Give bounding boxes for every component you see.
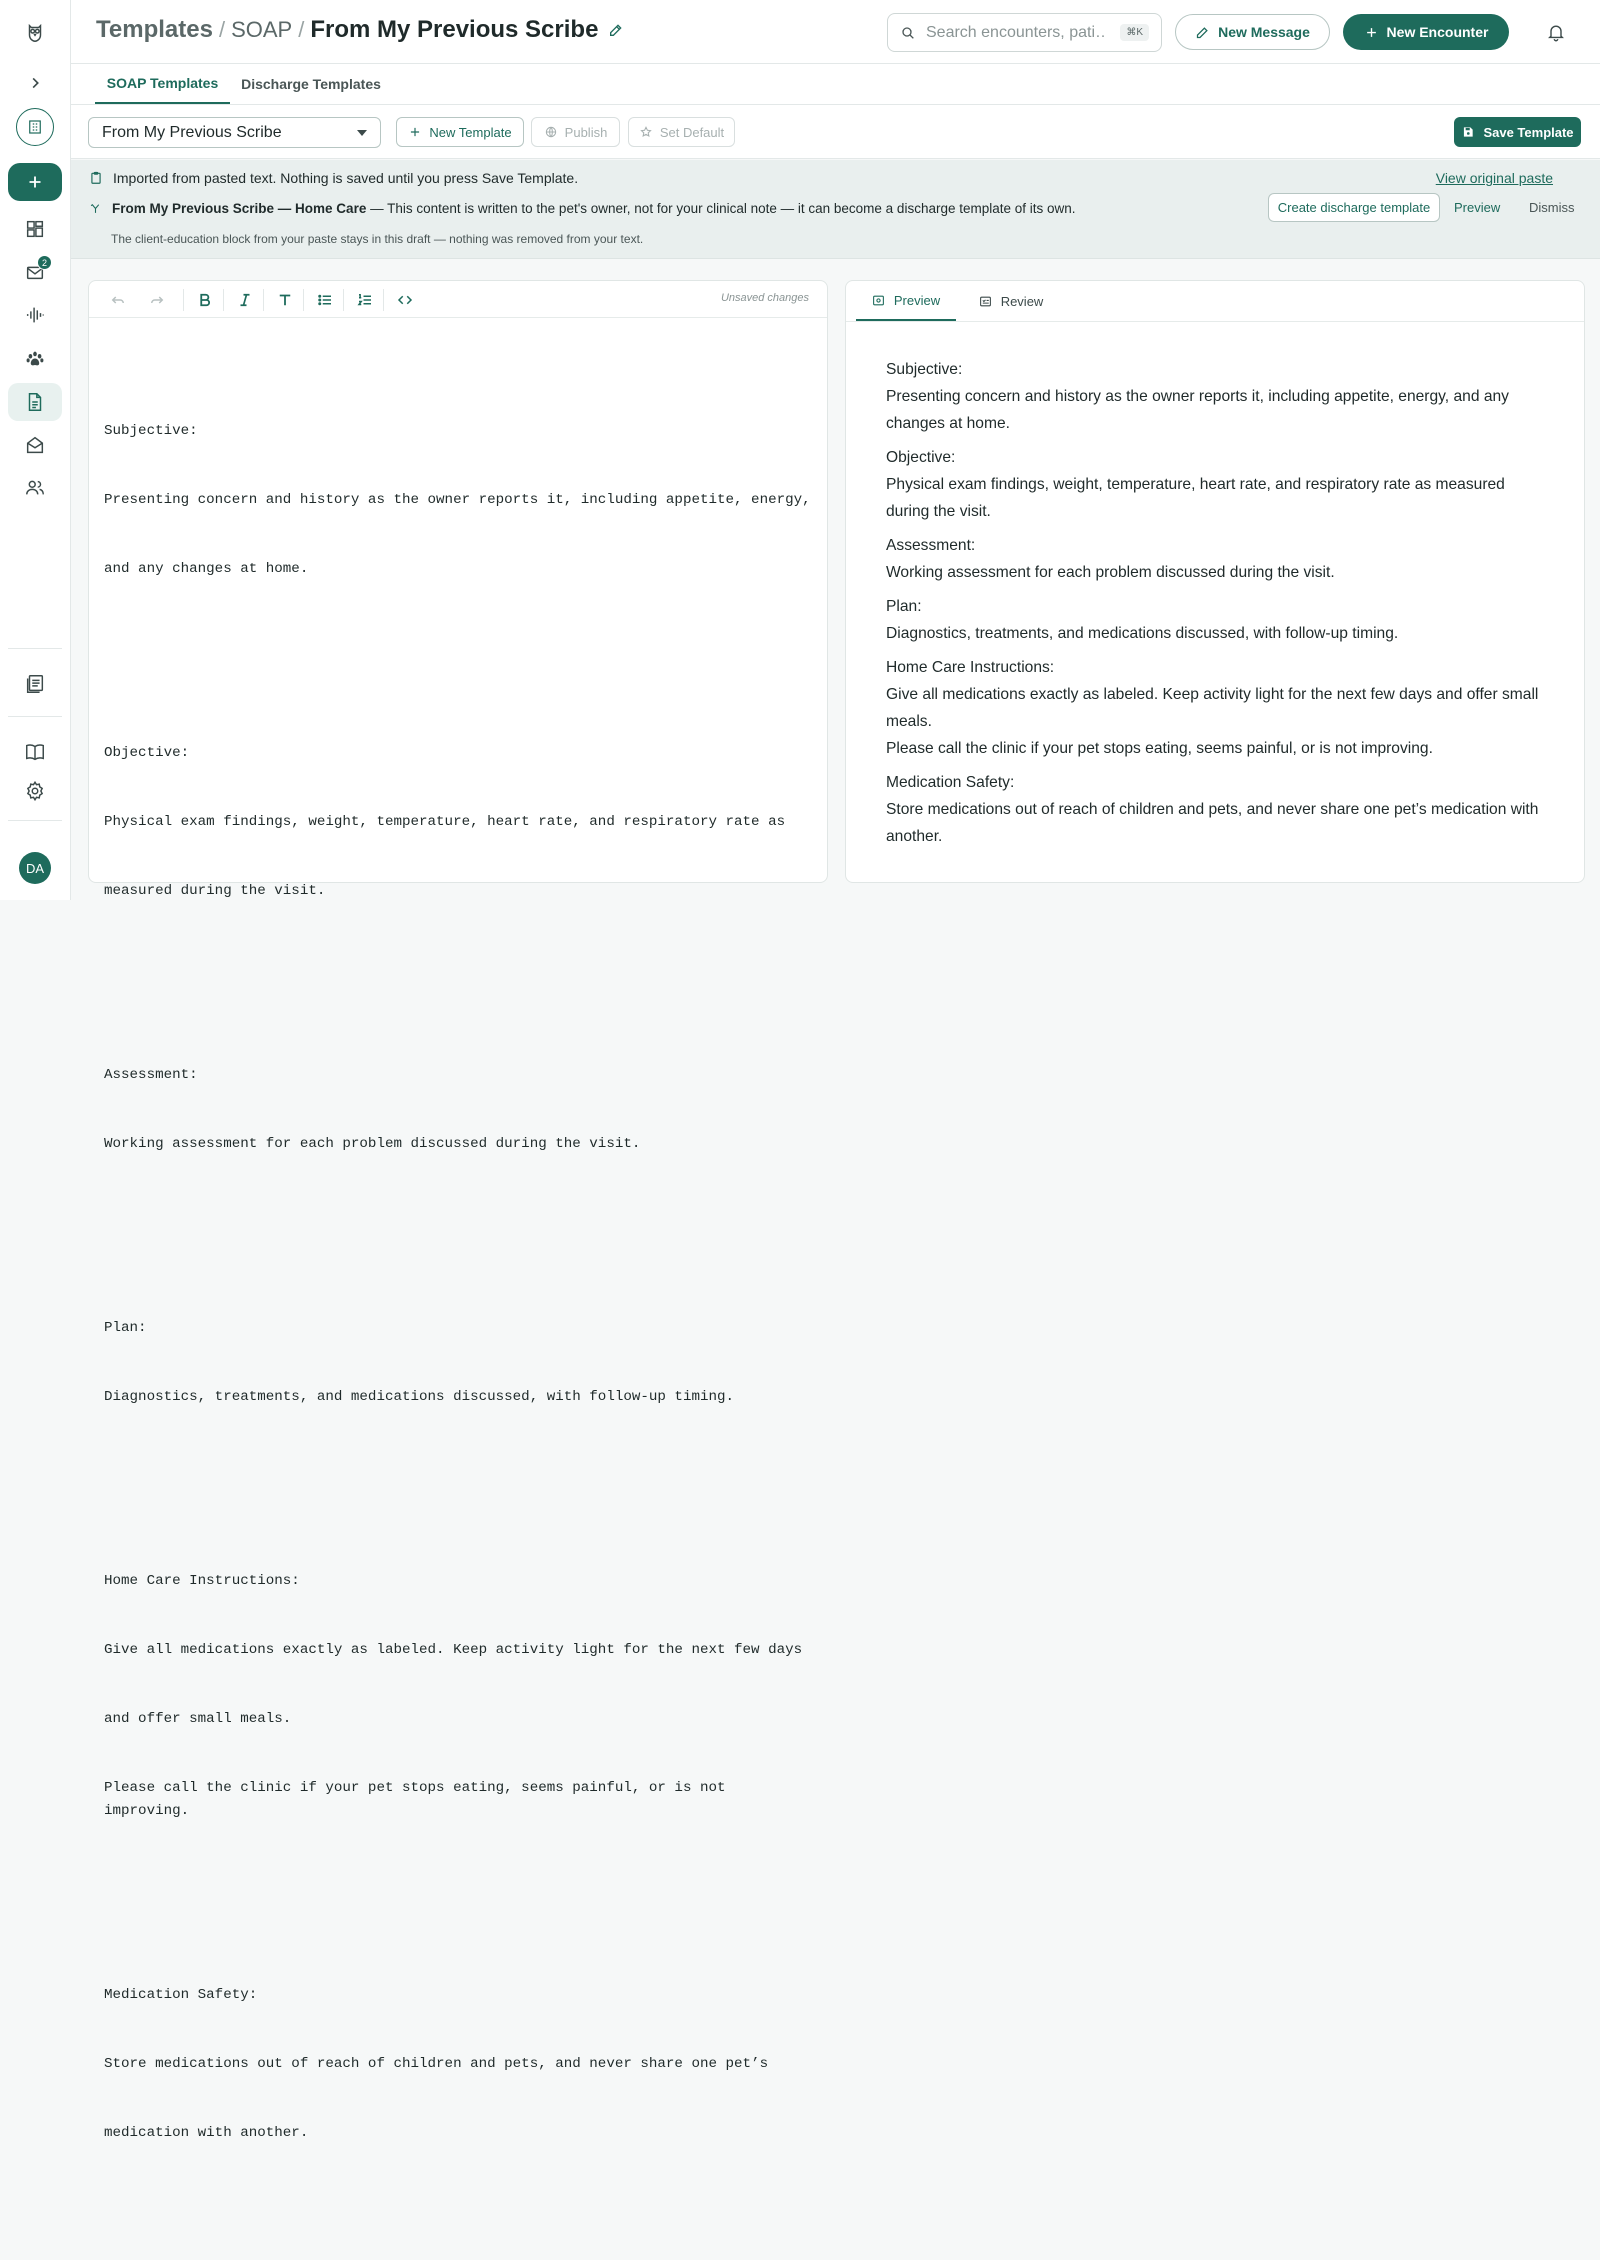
- new-encounter-button[interactable]: [1343, 14, 1509, 50]
- plus-icon: [408, 125, 422, 139]
- import-notice: [71, 160, 1600, 259]
- editor-line: Plan:: [104, 1320, 147, 1336]
- editor-line: measured during the visit.: [104, 883, 326, 899]
- breadcrumb-templates[interactable]: Templates: [96, 16, 213, 43]
- template-tabs: [71, 64, 1600, 105]
- template-toolbar: [71, 105, 1600, 159]
- import-notice-text: Imported from pasted text. Nothing is saved until you press Save Template.: [113, 170, 579, 186]
- editor-section-subjective: [104, 374, 813, 627]
- preview-heading: Home Care Instructions:: [886, 659, 1055, 676]
- preview-text: Physical exam findings, weight, temperature, heart rate, and respiratory rate as measured during the visit.: [886, 476, 1505, 520]
- breadcrumb: [96, 16, 624, 44]
- editor-line: Physical exam findings, weight, temperature, heart rate, and respiratory rate as: [104, 814, 786, 830]
- editor-toolbar: [89, 281, 827, 318]
- breadcrumb-soap[interactable]: SOAP: [231, 17, 293, 42]
- new-message-label: New Message: [1218, 24, 1310, 40]
- preview-text: Presenting concern and history as the owner reports it, including appetite, energy, and any changes at home.: [886, 388, 1509, 432]
- book-icon[interactable]: [8, 733, 62, 771]
- preview-section-plan: [886, 593, 1544, 647]
- publish-label: Publish: [564, 124, 608, 140]
- eye-icon: [872, 294, 885, 307]
- floppy-disk-icon: [1461, 125, 1475, 139]
- set-default-label: Set Default: [659, 124, 725, 140]
- editor-line: Assessment:: [104, 1067, 198, 1083]
- preview-content: [846, 322, 1584, 850]
- preview-section-objective: [886, 444, 1544, 525]
- editor-line: Working assessment for each problem discussed during the visit.: [104, 1136, 641, 1152]
- search-shortcut: ⌘K: [1120, 24, 1149, 41]
- editor-line: and any changes at home.: [104, 561, 309, 577]
- save-template-label: Save Template: [1483, 124, 1574, 140]
- tab-preview[interactable]: [856, 281, 956, 321]
- tab-preview-label: Preview: [893, 292, 941, 308]
- view-original-paste-link[interactable]: View original paste: [1435, 170, 1553, 186]
- sidebar: [0, 0, 71, 900]
- preview-heading: Medication Safety:: [886, 774, 1015, 791]
- checklist-icon: [979, 295, 992, 308]
- building-icon[interactable]: [16, 108, 54, 146]
- chevron-down-icon: [357, 130, 367, 136]
- toolbar-separator: [383, 289, 384, 311]
- editor-line: medication with another.: [104, 2125, 309, 2141]
- save-template-button[interactable]: [1454, 117, 1581, 147]
- bold-icon[interactable]: [194, 289, 216, 311]
- home-care-block-title: From My Previous Scribe — Home Care: [112, 201, 367, 216]
- paw-icon[interactable]: [8, 340, 62, 378]
- tab-review-label: Review: [1000, 293, 1044, 309]
- notice-footnote: The client-education block from your paste stays in this draft — nothing was removed from your text.: [111, 232, 644, 246]
- editor-line: Subjective:: [104, 423, 198, 439]
- editor-section-home-care: [104, 1524, 813, 1869]
- envelope-open-icon[interactable]: [8, 426, 62, 464]
- preview-panel: [845, 280, 1585, 883]
- preview-section-medication-safety: [886, 769, 1544, 850]
- template-editor: [88, 280, 828, 2141]
- new-template-button[interactable]: [396, 117, 524, 147]
- template-select[interactable]: [88, 117, 381, 148]
- toolbar-separator: [183, 289, 184, 311]
- unsaved-changes-status: Unsaved changes: [720, 292, 809, 304]
- editor-line: Diagnostics, treatments, and medications discussed, with follow-up timing.: [104, 1389, 735, 1405]
- search-icon: [900, 25, 916, 41]
- heading-icon[interactable]: [274, 289, 296, 311]
- editor-line: Objective:: [104, 745, 190, 761]
- set-default-button[interactable]: [628, 117, 735, 147]
- sidebar-divider: [8, 716, 62, 717]
- preview-heading: Subjective:: [886, 361, 963, 378]
- notice-dismiss-button[interactable]: Dismiss: [1529, 200, 1575, 215]
- tab-soap-templates[interactable]: SOAP Templates: [95, 64, 230, 104]
- tab-review[interactable]: [966, 281, 1056, 321]
- numbered-list-icon[interactable]: [354, 289, 376, 311]
- mail-icon[interactable]: [8, 253, 62, 291]
- preview-text: Diagnostics, treatments, and medications discussed, with follow-up timing.: [886, 625, 1399, 642]
- star-icon: [639, 125, 653, 139]
- pencil-icon[interactable]: [608, 22, 624, 38]
- waveform-icon[interactable]: [8, 296, 62, 334]
- owl-logo-icon[interactable]: [8, 14, 62, 52]
- sidebar-divider: [8, 820, 62, 821]
- italic-icon[interactable]: [234, 289, 256, 311]
- template-select-value: From My Previous Scribe: [102, 123, 282, 141]
- preview-text: Please call the clinic if your pet stops eating, seems painful, or is not improving.: [886, 740, 1433, 757]
- home-care-block-notice: [89, 201, 1076, 216]
- editor-line: Please call the clinic if your pet stops eating, seems painful, or is not improving.: [104, 1780, 735, 1819]
- code-icon[interactable]: [394, 289, 416, 311]
- gear-icon[interactable]: [8, 772, 62, 810]
- editor-line: Medication Safety:: [104, 1987, 258, 2003]
- search-box: [887, 13, 1162, 52]
- breadcrumb-separator: /: [218, 17, 226, 42]
- preview-section-home-care: [886, 654, 1544, 762]
- preview-heading: Assessment:: [886, 537, 976, 554]
- sidebar-divider: [8, 648, 62, 649]
- editor-line: Presenting concern and history as the owner reports it, including appetite, energy,: [104, 492, 811, 508]
- plus-icon[interactable]: [8, 163, 62, 201]
- editor-section-medication-safety: [104, 1938, 813, 2191]
- globe-icon: [544, 125, 558, 139]
- editor-section-objective: [104, 696, 813, 949]
- editor-section-assessment: [104, 1018, 813, 1202]
- users-icon[interactable]: [8, 469, 62, 507]
- editor-line: Give all medications exactly as labeled. Keep activity light for the next few days: [104, 1642, 803, 1658]
- document-icon[interactable]: [8, 383, 62, 421]
- preview-heading: Objective:: [886, 449, 956, 466]
- toolbar-separator: [223, 289, 224, 311]
- editor-section-plan: [104, 1271, 813, 1455]
- tab-discharge-templates[interactable]: Discharge Templates: [241, 76, 381, 92]
- preview-text: Give all medications exactly as labeled. Keep activity light for the next few days and offer small meals.: [886, 686, 1539, 730]
- avatar[interactable]: DA: [19, 852, 51, 884]
- preview-text: Store medications out of reach of children and pets, and never share one pet’s medication with another.: [886, 801, 1539, 845]
- publish-button[interactable]: [531, 117, 620, 147]
- notes-list-icon[interactable]: [8, 665, 62, 703]
- unread-badge: 2: [37, 255, 52, 270]
- editor-line: Store medications out of reach of children and pets, and never share one pet’s: [104, 2056, 769, 2072]
- preview-tabs: [846, 281, 1584, 322]
- clipboard-icon: [89, 171, 103, 185]
- import-notice-message: [89, 170, 578, 186]
- notice-preview-button[interactable]: Preview: [1454, 200, 1501, 215]
- preview-section-assessment: [886, 532, 1544, 586]
- plus-icon: [1364, 25, 1379, 40]
- toolbar-separator: [263, 289, 264, 311]
- bell-icon[interactable]: [1546, 21, 1566, 43]
- editor-textarea[interactable]: [89, 318, 827, 2260]
- new-message-button[interactable]: [1175, 14, 1330, 50]
- create-discharge-template-button[interactable]: Create discharge template: [1268, 193, 1440, 222]
- chevron-right-icon[interactable]: [8, 64, 62, 102]
- preview-section-subjective: [886, 356, 1544, 437]
- page-title: From My Previous Scribe: [310, 16, 599, 43]
- undo-icon[interactable]: [107, 289, 129, 311]
- new-encounter-label: New Encounter: [1386, 24, 1489, 40]
- new-template-label: New Template: [429, 124, 512, 140]
- preview-heading: Plan:: [886, 598, 922, 615]
- redo-icon[interactable]: [146, 289, 168, 311]
- header: [71, 0, 1600, 64]
- pencil-icon: [1195, 25, 1210, 40]
- bullet-list-icon[interactable]: [314, 289, 336, 311]
- editor-line: Home Care Instructions:: [104, 1573, 300, 1589]
- editor-line: and offer small meals.: [104, 1711, 292, 1727]
- preview-text: Working assessment for each problem discussed during the visit.: [886, 564, 1335, 581]
- split-icon: [89, 202, 102, 215]
- home-care-block-description: — This content is written to the pet's owner, not for your clinical note — it can become a discharge template of its own.: [366, 201, 1076, 216]
- toolbar-separator: [303, 289, 304, 311]
- dashboard-icon[interactable]: [8, 210, 62, 248]
- breadcrumb-separator: /: [298, 17, 305, 42]
- search-input[interactable]: [926, 24, 1106, 42]
- toolbar-separator: [343, 289, 344, 311]
